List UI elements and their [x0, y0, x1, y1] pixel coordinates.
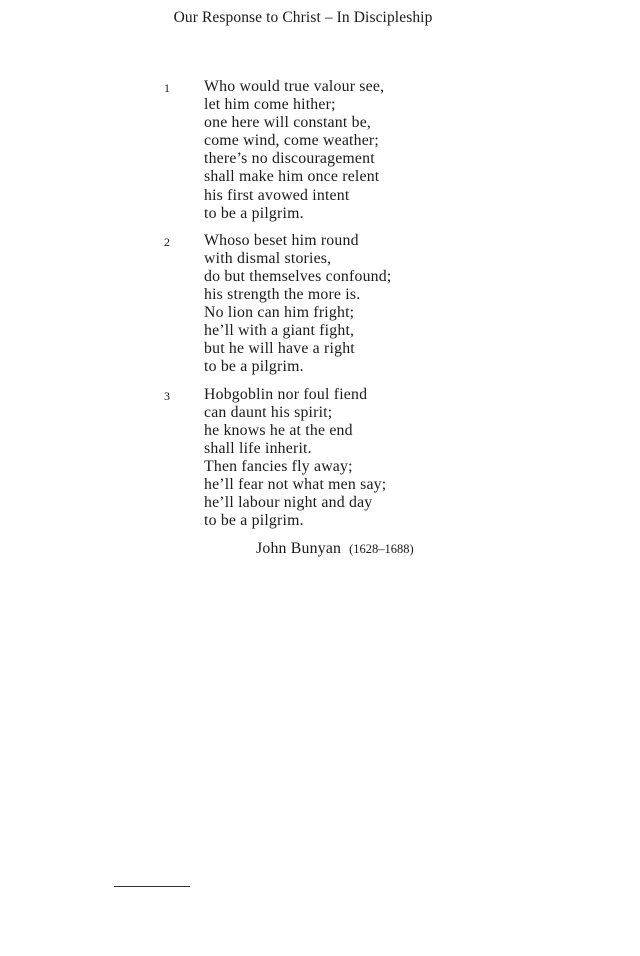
- verse-line: but he will have a right: [204, 340, 355, 358]
- verse-line: he’ll with a giant fight,: [204, 322, 355, 340]
- verse-line: Hobgoblin nor foul fiend: [204, 385, 368, 403]
- footnote-rule: [114, 886, 190, 887]
- author-name: John Bunyan: [256, 540, 342, 557]
- verse-line: to be a pilgrim.: [204, 512, 304, 530]
- verse-lines: [204, 386, 640, 531]
- verse-line: he’ll fear not what men say;: [204, 475, 387, 493]
- author-dates: (1628–1688): [349, 542, 414, 556]
- verse-line: Who would true valour see,: [204, 78, 385, 95]
- verse-line: shall life inherit.: [204, 439, 312, 457]
- verse-line: come wind, come weather;: [204, 132, 379, 150]
- verse-line: shall make him once relent: [204, 168, 380, 186]
- hymn-text: [0, 78, 640, 539]
- verse-1: [0, 78, 640, 223]
- verse-line: his strength the more is.: [204, 286, 361, 304]
- verse-3: [0, 386, 640, 531]
- verse-line: No lion can him fright;: [204, 304, 355, 322]
- verse-line: Whoso beset him round: [204, 231, 359, 249]
- verse-line: to be a pilgrim.: [204, 204, 304, 222]
- attribution: [256, 540, 414, 558]
- running-head: Our Response to Christ – In Discipleship: [173, 9, 433, 26]
- verse-number: 3: [164, 388, 170, 403]
- verse-lines: [204, 78, 640, 223]
- verse-number: 2: [164, 234, 170, 249]
- verse-line: can daunt his spirit;: [204, 403, 333, 421]
- verse-number: 1: [164, 81, 170, 95]
- verse-line: his first avowed intent: [204, 186, 350, 204]
- verse-line: Then fancies fly away;: [204, 457, 353, 475]
- verse-line: he knows he at the end: [204, 421, 353, 439]
- verse-line: let him come hither;: [204, 96, 336, 114]
- verse-line: with dismal stories,: [204, 249, 332, 267]
- verse-line: he’ll labour night and day: [204, 494, 373, 512]
- verse-line: one here will constant be,: [204, 114, 372, 132]
- verse-2: [0, 232, 640, 377]
- verse-line: do but themselves confound;: [204, 267, 392, 285]
- verse-lines: [204, 232, 640, 377]
- verse-line: to be a pilgrim.: [204, 358, 304, 376]
- verse-line: there’s no discouragement: [204, 150, 375, 168]
